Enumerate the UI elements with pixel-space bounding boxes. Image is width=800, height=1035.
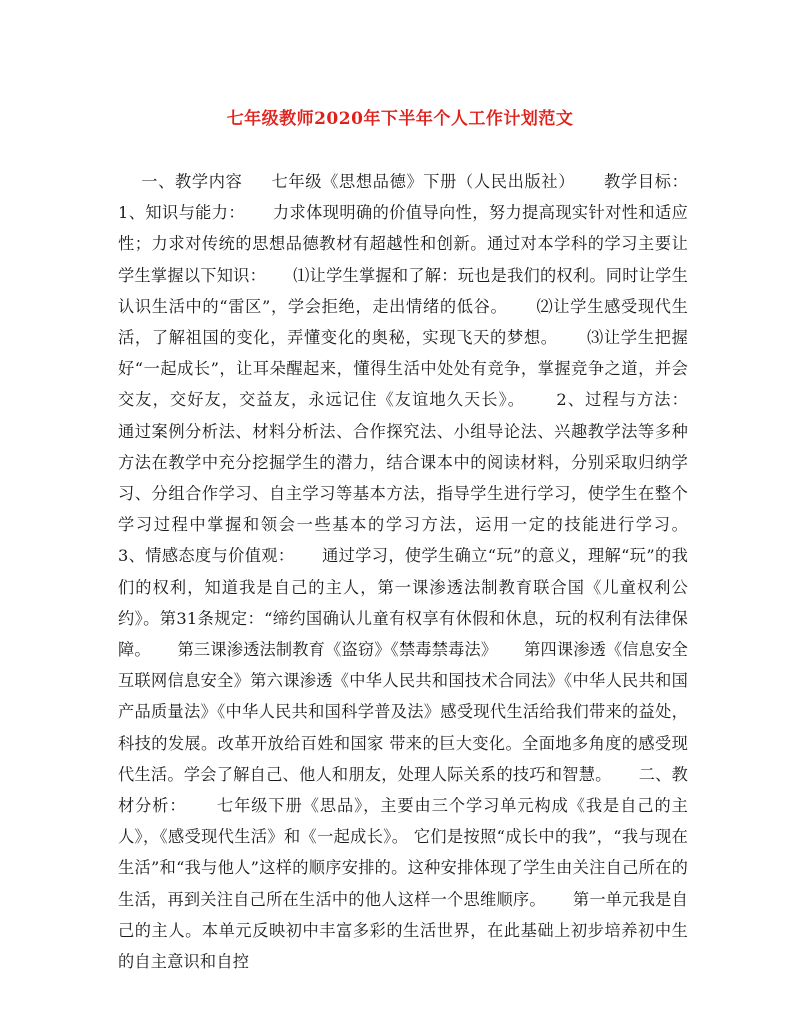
document-title: 七年级教师2020年下半年个人工作计划范文 <box>226 109 574 129</box>
document-body: 一、教学内容 七年级《思想品德》下册（人民出版社） 教学目标：1、知识与能力： 力求体现明确的价值导向性，努力提高现实针对性和适应性；力求对传统的思想品德教材有超越性和创新。通过对本学科的学习主要让学生掌握以下知识： ⑴让学生掌握和了解：玩也是我们的权利。同时让学生认识生活中的“雷区”，学会拒绝，走出情绪的低谷。 ⑵让学生感受现代生活，了解祖国的变化，弄懂变化的奥秘，实现飞天的梦想。 ⑶让学生把握好“一起成长”，让耳朵醒起来，懂得生活中处处有竞争，掌握竞争之道，并会交友，交好友，交益友，永远记住《友谊地久天长》。 2、过程与方法： 通过案例分析法、材料分析法、合作探究法、小组导论法、兴趣教学法等多种方法在教学中充分挖掘学生的潜力，结合课本中的阅读材料，分别采取归纳学习、分组合作学习、自主学习等基本方法，指导学生进行学习，使学生在整个学习过程中掌握和领会一些基本的学习方法，运用一定的技能进行学习。 3、情感态度与价值观： 通过学习，使学生确立“玩”的意义，理解“玩”的我们的权利，知道我是自己的主人，第一课渗透法制教育联合国《儿童权利公约》。第31条规定：“缔约国确认儿童有权享有休假和休息，玩的权利有法律保障。 第三课渗透法制教育《盗窃》《禁毒禁毒法》 第四课渗透《信息安全 互联网信息安全》第六课渗透《中华人民共和国技术合同法》《中华人民共和国产品质量法》《中华人民共和国科学普及法》感受现代生活给我们带来的益处，科技的发展。改革开放给百姓和国家 带来的巨大变化。全面地多角度的感受现代生活。学会了解自己、他人和朋友，处理人际关系的技巧和智慧。 二、教材分析： 七年级下册《思品》，主要由三个学习单元构成《我是自己的主人》，《感受现代生活》和《一起成长》。 它们是按照“成长中的我”，“我与现在生活”和“我与他人”这样的顺序安排的。这种安排体现了学生由关注自己所在的生活，再到关注自己所在生活中的他人这样一个思维顺序。 第一单元我是自己的主人。本单元反映初中丰富多彩的生活世界，在此基础上初步培养初中生的自主意识和自控 <box>118 172 715 972</box>
